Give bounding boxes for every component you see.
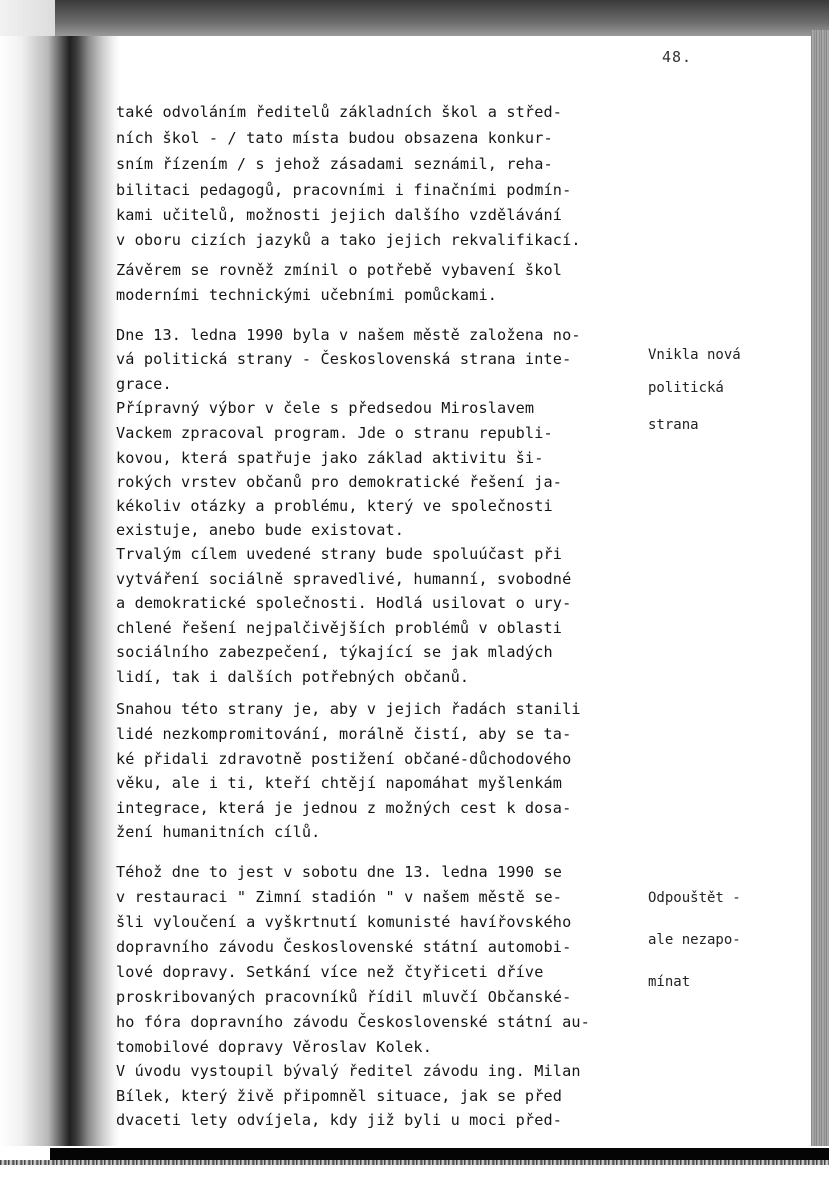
margin-note-line: politická [648, 380, 724, 396]
text-line: grace. [116, 375, 172, 393]
text-line: rokých vrstev občanů pro demokratické řešení ja- [116, 473, 563, 491]
margin-note [648, 863, 788, 1003]
text-line: Téhož dne to jest v sobotu dne 13. ledna 1990 se [116, 863, 563, 881]
text-line: žení humanitních cílů. [116, 823, 321, 841]
text-line: sním řízením / s jehož zásadami seznámil, reha- [116, 155, 553, 173]
margin-note-line: mínat [648, 974, 691, 990]
margin-note-line: strana [648, 417, 699, 433]
text-line: v restauraci " Zimní stadión " v našem městě se- [116, 888, 563, 906]
text-line: Vackem zpracoval program. Jde o stranu republi- [116, 424, 553, 442]
text-line: V úvodu vystoupil bývalý ředitel závodu ing. Milan [116, 1062, 581, 1080]
text-line: ho fóra dopravního závodu Československé státní au- [116, 1013, 590, 1031]
text-line: kami učitelů, možnosti jejich dalšího vzdělávání [116, 206, 563, 224]
text-line: kékoliv otázky a problému, který ve společnosti [116, 497, 553, 515]
text-line: tomobilové dopravy Věroslav Kolek. [116, 1038, 432, 1056]
text-line: Bílek, který živě připomněl situace, jak se před [116, 1087, 563, 1105]
text-line: bilitaci pedagogů, pracovními i finačními podmín- [116, 181, 572, 199]
text-line: Přípravný výbor v čele s předsedou Miroslavem [116, 399, 535, 417]
text-line: proskribovaných pracovníků řídil mluvčí Občanské- [116, 988, 572, 1006]
text-line: chlené řešení nejpalčivějších problémů v oblasti [116, 619, 563, 637]
page-number: 48. [662, 48, 693, 66]
page-edge-stack [811, 30, 829, 1146]
text-line: ké přidali zdravotně postižení občané-důchodového [116, 750, 572, 768]
text-line: také odvoláním ředitelů základních škol a střed- [116, 103, 563, 121]
scan-bottom-noise [0, 1160, 829, 1165]
text-line: kovou, která spatřuje jako základ aktivitu ši- [116, 449, 544, 467]
text-line: lové dopravy. Setkání více než čtyřiceti dříve [116, 963, 544, 981]
text-line: Trvalým cílem uvedené strany bude spoluúčast při [116, 545, 563, 563]
scan-bottom-shadow [50, 1148, 829, 1160]
margin-note [648, 328, 788, 442]
text-line: vá politická strany - Československá strana inte- [116, 350, 572, 368]
text-line: Závěrem se rovněž zmínil o potřebě vybavení škol [116, 261, 563, 279]
text-line: Dne 13. ledna 1990 byla v našem městě založena no- [116, 326, 581, 344]
text-line: dopravního závodu Československé státní automobi- [116, 938, 572, 956]
text-line: existuje, anebo bude existovat. [116, 521, 405, 539]
text-line: dvaceti lety odvíjela, kdy již byli u moci před- [116, 1111, 563, 1129]
text-line: šli vyloučení a vyškrtnutí komunisté havířovského [116, 913, 572, 931]
text-line: a demokratické společnosti. Hodlá usilovat o ury- [116, 594, 572, 612]
text-line: v oboru cizích jazyků a tako jejich rekvalifikací. [116, 231, 581, 249]
text-line: sociálního zabezpečení, týkající se jak mladých [116, 643, 553, 661]
text-line: integrace, která je jednou z možných cest k dosa- [116, 799, 572, 817]
margin-note-line: ale nezapo- [648, 932, 741, 948]
text-line: moderními technickými učebními pomůckami. [116, 286, 498, 304]
text-line: ních škol - / tato místa budou obsazena konkur- [116, 129, 553, 147]
text-line: vytváření sociálně spravedlivé, humanní, svobodné [116, 570, 572, 588]
scan-top-shadow [0, 0, 829, 36]
book-spine-shadow [0, 36, 120, 1146]
text-line: lidé nezkompromitování, morálně čistí, aby se ta- [116, 725, 572, 743]
text-line: věku, ale i ti, kteří chtějí napomáhat myšlenkám [116, 774, 563, 792]
text-line: lidí, tak i dalších potřebných občanů. [116, 668, 470, 686]
text-line: Snahou této strany je, aby v jejich řadách stanili [116, 700, 581, 718]
margin-note-line: Vnikla nová [648, 347, 741, 363]
margin-note-line: Odpouštět - [648, 890, 741, 906]
scan-top-left-margin [0, 0, 55, 36]
